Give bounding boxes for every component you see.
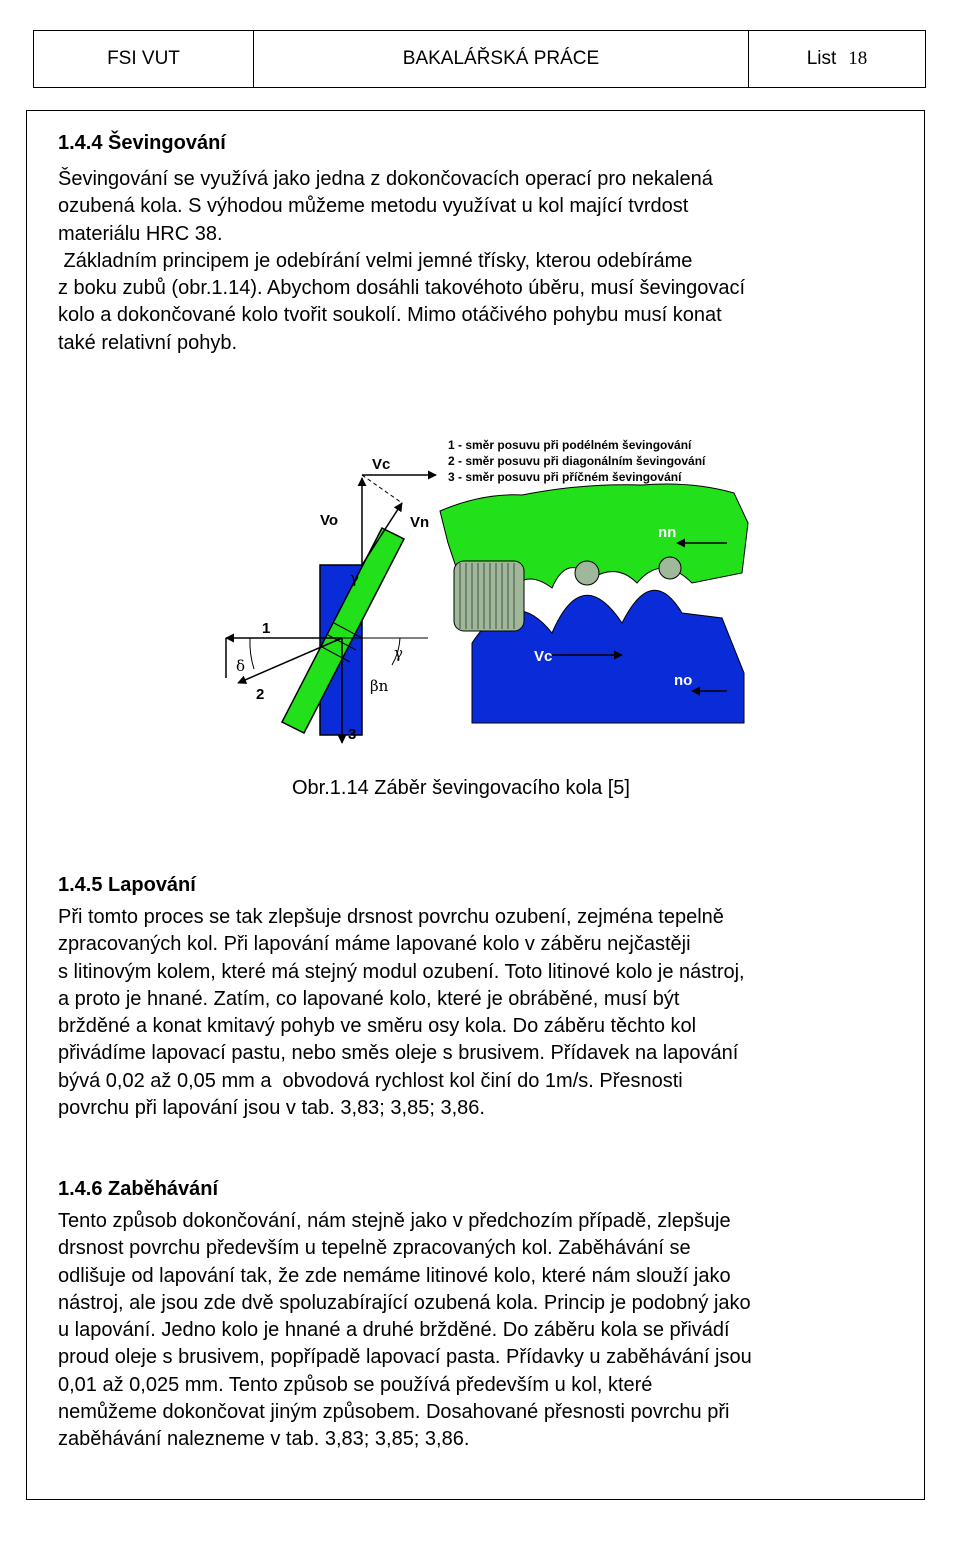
paragraph-line: také relativní pohyb.	[58, 331, 237, 354]
paragraph-line: Tento způsob dokončování, nám stejně jako v předchozím případě, zlepšuje	[58, 1210, 731, 1232]
header-thesis-type	[254, 31, 749, 87]
paragraph-line: odlišuje od lapování tak, že zde nemáme litinové kolo, které nám slouží jako	[58, 1264, 731, 1287]
paragraph-line: materiálu HRC 38.	[58, 222, 223, 245]
paragraph-line: zpracovaných kol. Při lapování máme lapované kolo v záběru nejčastěji	[58, 933, 691, 956]
paragraph-line: Základním principem je odebírání velmi jemné třísky, kterou odebíráme	[58, 249, 693, 272]
paragraph-line: kolo a dokončované kolo tvořit soukolí. Mimo otáčivého pohybu musí konat	[58, 304, 722, 327]
label-delta: δ	[236, 657, 246, 675]
label-vn: Vn	[410, 514, 430, 531]
legend-item-3: 3 - směr posuvu při příčném ševingování	[448, 470, 682, 484]
paragraph-line: Ševingování se využívá jako jedna z dokončovacích operací pro nekalená	[58, 168, 713, 190]
label-beta: βn	[370, 677, 389, 695]
label-1: 1	[262, 620, 271, 637]
header-faculty-text: FSI VUT	[107, 48, 180, 69]
header-list-label: List	[806, 48, 837, 69]
paragraph-line: proud oleje s brusivem, popřípadě lapovací pasta. Přídavky u zaběhávání jsou	[58, 1346, 752, 1369]
section-zabehavani	[58, 1174, 908, 1454]
section-sevingovani	[58, 128, 908, 357]
paragraph-line: povrchu při lapování jsou v tab. 3,83; 3,85; 3,86.	[58, 1097, 485, 1120]
paragraph-line: 0,01 až 0,025 mm. Tento způsob se používá především u kol, které	[58, 1373, 653, 1396]
label-vc: Vc	[372, 456, 391, 473]
paragraph-line: s litinovým kolem, které má stejný modul ozubení. Toto litinové kolo je nástroj,	[58, 960, 745, 983]
label-gamma-right: γ	[394, 644, 403, 662]
figure-caption: Obr.1.14 Záběr ševingovacího kola [5]	[292, 777, 630, 799]
section-heading: 1.4.5 Lapování	[58, 874, 196, 896]
label-vo: Vo	[320, 512, 339, 529]
section-heading: 1.4.6 Zaběhávání	[58, 1178, 219, 1200]
header-faculty	[34, 31, 254, 87]
label-3: 3	[348, 726, 357, 743]
label-nn: nn	[658, 524, 677, 541]
paragraph-line: u lapování. Jedno kolo je hnané a druhé bržděné. Do záběru kola se přivádí	[58, 1319, 730, 1342]
section-heading: 1.4.4 Ševingování	[58, 132, 226, 154]
page-header	[33, 30, 926, 88]
paragraph-line: bývá 0,02 až 0,05 mm a obvodová rychlost kol činí do 1m/s. Přesnosti	[58, 1069, 683, 1092]
section-lapovani	[58, 870, 908, 1122]
label-gamma-top: γ	[350, 569, 359, 587]
paragraph-line: a proto je hnané. Zatím, co lapované kolo, které je obráběné, musí být	[58, 987, 680, 1010]
header-page	[749, 31, 925, 87]
header-page-number: 18	[848, 48, 868, 69]
paragraph-line: nemůžeme dokončovat jiným způsobem. Dosahované přesnosti povrchu při	[58, 1401, 730, 1424]
label-vc-gear: Vc	[534, 648, 553, 665]
paragraph-line: drsnost povrchu především u tepelně zpracovaných kol. Zaběhávání se	[58, 1237, 691, 1260]
paragraph-line: z boku zubů (obr.1.14). Abychom dosáhli takovéhoto úběru, musí ševingovací	[58, 277, 746, 300]
legend-item-1: 1 - směr posuvu při podélném ševingování	[448, 438, 692, 452]
paragraph-line: Při tomto proces se tak zlepšuje drsnost povrchu ozubení, zejména tepelně	[58, 906, 724, 928]
shaving-teeth-comb	[454, 561, 524, 631]
paragraph-line: přivádíme lapovací pastu, nebo směs oleje s brusivem. Přídavek na lapování	[58, 1042, 739, 1065]
paragraph-line: zaběhávání nalezneme v tab. 3,83; 3,85; 3,86.	[58, 1428, 470, 1451]
shaving-gear-figure	[222, 433, 752, 753]
header-thesis-type-text: BAKALÁŘSKÁ PRÁCE	[402, 48, 600, 69]
label-no: no	[674, 672, 693, 689]
legend-item-2: 2 - směr posuvu při diagonálním ševingování	[448, 454, 706, 468]
paragraph-line: nástroj, ale jsou zde dvě spoluzabírající ozubená kola. Princip je podobný jako	[58, 1291, 751, 1314]
label-2: 2	[256, 686, 265, 703]
paragraph-line: ozubená kola. S výhodou můžeme metodu využívat u kol mající tvrdost	[58, 195, 689, 218]
paragraph-line: bržděné a konat kmitavý pohyb ve směru osy kola. Do záběru těchto kol	[58, 1015, 697, 1038]
